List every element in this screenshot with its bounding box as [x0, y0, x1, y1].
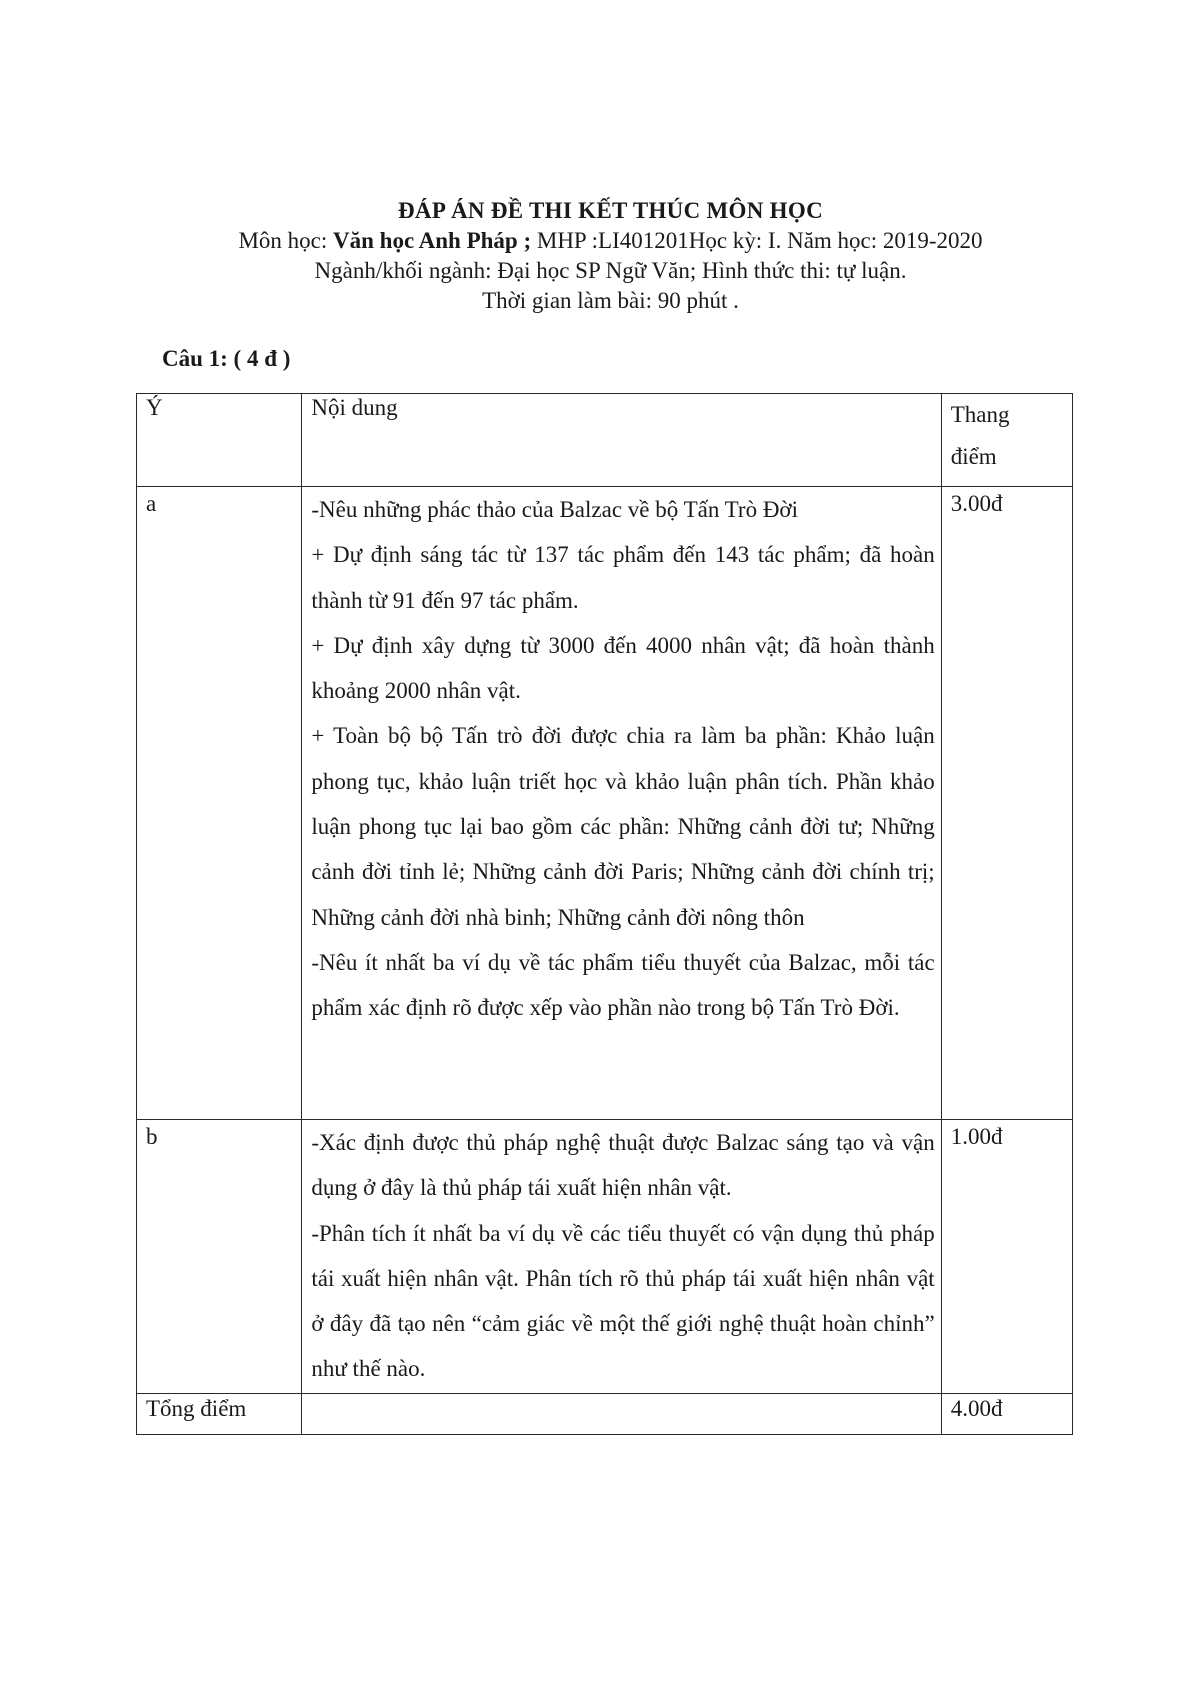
total-row [137, 1394, 1073, 1435]
row-points: 1.00đ [941, 1120, 1072, 1394]
content-paragraph: -Nêu những phác thảo của Balzac về bộ Tấn Trò Đời [311, 497, 798, 522]
subject-suffix: MHP :LI401201Học kỳ: I. Năm học: 2019-2020 [531, 228, 983, 253]
table-row [137, 487, 1073, 1120]
header-thang: Thang [950, 402, 1010, 427]
header-thang-diem [941, 394, 1072, 487]
row-label: a [137, 487, 302, 1120]
document-title: ĐÁP ÁN ĐỀ THI KẾT THÚC MÔN HỌC [398, 198, 823, 223]
row-content [302, 487, 941, 1120]
content-paragraph: -Xác định được thủ pháp nghệ thuật được Balzac sáng tạo và vận dụng ở đây là thủ pháp tái xuất hiện nhân vật. [311, 1130, 935, 1201]
duration-line: Thời gian làm bài: 90 phút . [482, 288, 739, 313]
total-label: Tổng điểm [137, 1394, 302, 1435]
content-paragraph: + Dự định xây dựng từ 3000 đến 4000 nhân vật; đã hoàn thành khoảng 2000 nhân vật. [311, 632, 935, 704]
row-content [302, 1120, 941, 1394]
row-points: 3.00đ [941, 487, 1072, 1120]
subject-line [30, 226, 1191, 256]
subject-prefix: Môn học: [238, 228, 333, 253]
content-paragraph: + Dự định sáng tác từ 137 tác phẩm đến 143 tác phẩm; đã hoàn thành từ 91 đến 97 tác phẩm. [311, 542, 935, 613]
table-header-row [137, 394, 1073, 487]
total-empty-cell [302, 1394, 941, 1435]
content-paragraph: -Phân tích ít nhất ba ví dụ về các tiểu thuyết có vận dụng thủ pháp tái xuất hiện nhân vật. Phân tích rõ thủ pháp tái xuất hiện nhân vật ở đây đã tạo nên “cảm giác về một thế giới nghệ thuật hoàn chỉnh” như thế nào. [311, 1220, 935, 1382]
total-points: 4.00đ [941, 1394, 1072, 1435]
answer-table [136, 393, 1073, 1435]
content-paragraph: + Toàn bộ bộ Tấn trò đời được chia ra làm ba phần: Khảo luận phong tục, khảo luận triết học và khảo luận phân tích. Phần khảo luận phong tục lại bao gồm các phần: Những cảnh đời tư; Những cảnh đời tỉnh lẻ; Những cảnh đời Paris; Những cảnh đời chính trị; Những cảnh đời nhà binh; Những cảnh đời nông thôn [311, 723, 935, 930]
content-paragraph: -Nêu ít nhất ba ví dụ về tác phẩm tiểu thuyết của Balzac, mỗi tác phẩm xác định rõ được xếp vào phần nào trong bộ Tấn Trò Đời. [311, 949, 935, 1021]
question-label: Câu 1: ( 4 đ ) [162, 346, 291, 371]
table-row [137, 1120, 1073, 1394]
header-noi-dung: Nội dung [302, 394, 941, 487]
document-header [0, 196, 1191, 316]
row-label: b [137, 1120, 302, 1394]
header-diem: điểm [950, 444, 997, 469]
major-line: Ngành/khối ngành: Đại học SP Ngữ Văn; Hình thức thi: tự luận. [314, 258, 907, 283]
subject-name: Văn học Anh Pháp ; [333, 228, 532, 253]
header-y: Ý [137, 394, 302, 487]
